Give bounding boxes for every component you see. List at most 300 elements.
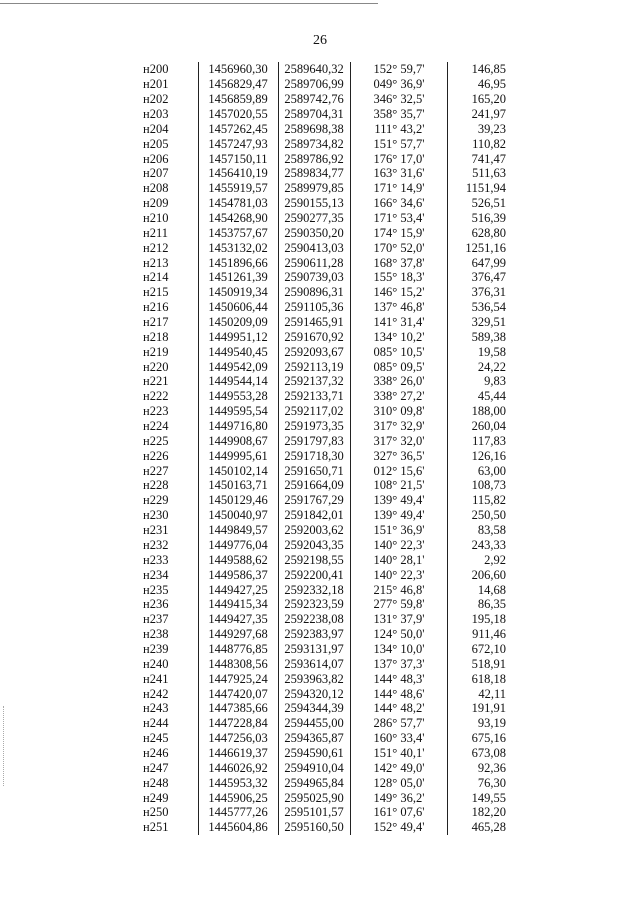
direction-angle-cell: 277° 59,8' (350, 597, 447, 612)
point-id-cell: н234 (143, 567, 169, 582)
y-coordinate-cell: 2594590,61 (278, 746, 350, 761)
table-row (117, 656, 522, 671)
table-row (117, 523, 522, 538)
distance-cell: 195,18 (447, 612, 522, 627)
table-row (117, 315, 522, 330)
header-rule (0, 3, 378, 4)
point-id-cell: н221 (143, 374, 169, 389)
distance-cell: 911,46 (447, 627, 522, 642)
direction-angle-cell: 131° 37,9' (350, 612, 447, 627)
direction-angle-cell: 137° 37,3' (350, 656, 447, 671)
point-id-cell: н215 (143, 285, 169, 300)
y-coordinate-cell: 2591842,01 (278, 508, 350, 523)
y-coordinate-cell: 2591718,30 (278, 448, 350, 463)
table-row (117, 552, 522, 567)
direction-angle-cell: 128° 05,0' (350, 775, 447, 790)
coordinates-table-body (117, 62, 522, 835)
distance-cell: 673,08 (447, 746, 522, 761)
x-coordinate-cell: 1447385,66 (198, 701, 278, 716)
x-coordinate-cell: 1457020,55 (198, 107, 278, 122)
direction-angle-cell: 139° 49,4' (350, 493, 447, 508)
direction-angle-cell: 317° 32,9' (350, 419, 447, 434)
point-id-cell: н240 (143, 656, 169, 671)
y-coordinate-cell: 2595025,90 (278, 790, 350, 805)
y-coordinate-cell: 2591973,35 (278, 419, 350, 434)
point-id-cell: н236 (143, 597, 169, 612)
table-row (117, 77, 522, 92)
direction-angle-cell: 111° 43,2' (350, 121, 447, 136)
x-coordinate-cell: 1450606,44 (198, 300, 278, 315)
y-coordinate-cell: 2592113,19 (278, 359, 350, 374)
table-row (117, 374, 522, 389)
point-id-cell: н235 (143, 582, 169, 597)
x-coordinate-cell: 1449586,37 (198, 567, 278, 582)
table-row (117, 211, 522, 226)
y-coordinate-cell: 2594365,87 (278, 731, 350, 746)
direction-angle-cell: 168° 37,8' (350, 255, 447, 270)
point-id-cell: н219 (143, 344, 169, 359)
y-coordinate-cell: 2593614,07 (278, 656, 350, 671)
point-id-cell: н229 (143, 493, 169, 508)
direction-angle-cell: 338° 27,2' (350, 389, 447, 404)
table-row (117, 448, 522, 463)
distance-cell: 241,97 (447, 107, 522, 122)
distance-cell: 250,50 (447, 508, 522, 523)
point-id-cell: н227 (143, 463, 169, 478)
table-row (117, 760, 522, 775)
distance-cell: 83,58 (447, 523, 522, 538)
x-coordinate-cell: 1454781,03 (198, 196, 278, 211)
table-row (117, 731, 522, 746)
point-id-cell: н249 (143, 790, 169, 805)
table-row (117, 433, 522, 448)
table-row (117, 538, 522, 553)
distance-cell: 243,33 (447, 538, 522, 553)
distance-cell: 329,51 (447, 315, 522, 330)
direction-angle-cell: 142° 49,0' (350, 760, 447, 775)
y-coordinate-cell: 2594910,04 (278, 760, 350, 775)
point-id-cell: н220 (143, 359, 169, 374)
table-row (117, 404, 522, 419)
table-row (117, 121, 522, 136)
x-coordinate-cell: 1447228,84 (198, 716, 278, 731)
y-coordinate-cell: 2592198,55 (278, 552, 350, 567)
y-coordinate-cell: 2589786,92 (278, 151, 350, 166)
distance-cell: 182,20 (447, 805, 522, 820)
margin-scan-marks (3, 706, 5, 786)
point-id-cell: н203 (143, 107, 169, 121)
point-id-cell: н202 (143, 92, 169, 107)
distance-cell: 115,82 (447, 493, 522, 508)
y-coordinate-cell: 2592323,59 (278, 597, 350, 612)
distance-cell: 376,47 (447, 270, 522, 285)
distance-cell: 86,35 (447, 597, 522, 612)
point-id-cell: н207 (143, 166, 169, 181)
direction-angle-cell: 346° 32,5' (350, 92, 447, 107)
x-coordinate-cell: 1456859,89 (198, 92, 278, 107)
direction-angle-cell: 170° 52,0' (350, 240, 447, 255)
x-coordinate-cell: 1449588,62 (198, 552, 278, 567)
y-coordinate-cell: 2592003,62 (278, 523, 350, 538)
point-id-cell: н222 (143, 389, 169, 404)
table-row (117, 775, 522, 790)
direction-angle-cell: 144° 48,2' (350, 701, 447, 716)
distance-cell: 618,18 (447, 671, 522, 686)
point-id-cell: н201 (143, 77, 169, 92)
point-id-cell: н233 (143, 552, 169, 567)
point-id-cell: н237 (143, 612, 169, 627)
x-coordinate-cell: 1456410,19 (198, 166, 278, 181)
x-coordinate-cell: 1449544,14 (198, 374, 278, 389)
x-coordinate-cell: 1450919,34 (198, 285, 278, 300)
x-coordinate-cell: 1447420,07 (198, 686, 278, 701)
y-coordinate-cell: 2590277,35 (278, 211, 350, 226)
y-coordinate-cell: 2593963,82 (278, 671, 350, 686)
distance-cell: 518,91 (447, 656, 522, 671)
direction-angle-cell: 174° 15,9' (350, 225, 447, 240)
y-coordinate-cell: 2591465,91 (278, 315, 350, 330)
x-coordinate-cell: 1453757,67 (198, 225, 278, 240)
direction-angle-cell: 124° 50,0' (350, 627, 447, 642)
direction-angle-cell: 134° 10,0' (350, 642, 447, 657)
direction-angle-cell: 215° 46,8' (350, 582, 447, 597)
point-id-cell: н212 (143, 240, 169, 255)
y-coordinate-cell: 2589979,85 (278, 181, 350, 196)
point-id-cell: н223 (143, 404, 169, 419)
point-id-cell: н213 (143, 255, 169, 270)
direction-angle-cell: 141° 31,4' (350, 315, 447, 330)
distance-cell: 19,58 (447, 344, 522, 359)
direction-angle-cell: 012° 15,6' (350, 463, 447, 478)
point-id-cell: н232 (143, 537, 169, 552)
y-coordinate-cell: 2589834,77 (278, 166, 350, 181)
point-id-cell: н204 (143, 121, 169, 136)
y-coordinate-cell: 2590413,03 (278, 240, 350, 255)
table-row (117, 419, 522, 434)
distance-cell: 92,36 (447, 760, 522, 775)
x-coordinate-cell: 1449427,35 (198, 612, 278, 627)
distance-cell: 2,92 (447, 552, 522, 567)
table-row (117, 62, 522, 77)
y-coordinate-cell: 2592238,08 (278, 612, 350, 627)
direction-angle-cell: 049° 36,9' (350, 77, 447, 92)
distance-cell: 465,28 (447, 820, 522, 835)
point-id-cell: н228 (143, 478, 169, 493)
distance-cell: 672,10 (447, 642, 522, 657)
direction-angle-cell: 144° 48,3' (350, 671, 447, 686)
table-row (117, 671, 522, 686)
y-coordinate-cell: 2591797,83 (278, 433, 350, 448)
point-id-cell: н239 (143, 641, 169, 656)
distance-cell: 536,54 (447, 300, 522, 315)
table-row (117, 196, 522, 211)
x-coordinate-cell: 1450209,09 (198, 315, 278, 330)
page-number: 26 (313, 33, 327, 48)
y-coordinate-cell: 2591105,36 (278, 300, 350, 315)
distance-cell: 741,47 (447, 151, 522, 166)
x-coordinate-cell: 1457247,93 (198, 136, 278, 151)
x-coordinate-cell: 1451261,39 (198, 270, 278, 285)
direction-angle-cell: 286° 57,7' (350, 716, 447, 731)
direction-angle-cell: 146° 15,2' (350, 285, 447, 300)
point-id-cell: н231 (143, 523, 169, 538)
table-row (117, 92, 522, 107)
y-coordinate-cell: 2591664,09 (278, 478, 350, 493)
table-row (117, 820, 522, 835)
direction-angle-cell: 144° 48,6' (350, 686, 447, 701)
table-row (117, 136, 522, 151)
point-id-cell: н214 (143, 270, 169, 285)
distance-cell: 42,11 (447, 686, 522, 701)
direction-angle-cell: 358° 35,7' (350, 107, 447, 122)
table-row (117, 240, 522, 255)
table-row (117, 181, 522, 196)
table-row (117, 344, 522, 359)
distance-cell: 260,04 (447, 419, 522, 434)
point-id-cell: н208 (143, 181, 169, 196)
x-coordinate-cell: 1449415,34 (198, 597, 278, 612)
direction-angle-cell: 176° 17,0' (350, 151, 447, 166)
distance-cell: 108,73 (447, 478, 522, 493)
x-coordinate-cell: 1449995,61 (198, 448, 278, 463)
x-coordinate-cell: 1448308,56 (198, 656, 278, 671)
y-coordinate-cell: 2592093,67 (278, 344, 350, 359)
x-coordinate-cell: 1449542,09 (198, 359, 278, 374)
y-coordinate-cell: 2591767,29 (278, 493, 350, 508)
y-coordinate-cell: 2589640,32 (278, 62, 350, 77)
y-coordinate-cell: 2589742,76 (278, 92, 350, 107)
table-row (117, 493, 522, 508)
distance-cell: 526,51 (447, 196, 522, 211)
direction-angle-cell: 160° 33,4' (350, 731, 447, 746)
direction-angle-cell: 152° 59,7' (350, 62, 447, 77)
point-id-cell: н243 (143, 701, 169, 716)
direction-angle-cell: 171° 14,9' (350, 181, 447, 196)
x-coordinate-cell: 1449540,45 (198, 344, 278, 359)
direction-angle-cell: 155° 18,3' (350, 270, 447, 285)
distance-cell: 1251,16 (447, 240, 522, 255)
direction-angle-cell: 327° 36,5' (350, 448, 447, 463)
y-coordinate-cell: 2589706,99 (278, 77, 350, 92)
x-coordinate-cell: 1449776,04 (198, 538, 278, 553)
x-coordinate-cell: 1456960,30 (198, 62, 278, 77)
point-id-cell: н218 (143, 329, 169, 344)
point-id-cell: н247 (143, 760, 169, 775)
y-coordinate-cell: 2595101,57 (278, 805, 350, 820)
y-coordinate-cell: 2589698,38 (278, 121, 350, 136)
distance-cell: 39,23 (447, 121, 522, 136)
table-row (117, 508, 522, 523)
x-coordinate-cell: 1445906,25 (198, 790, 278, 805)
table-row (117, 389, 522, 404)
table-row (117, 285, 522, 300)
distance-cell: 76,30 (447, 775, 522, 790)
x-coordinate-cell: 1449553,28 (198, 389, 278, 404)
x-coordinate-cell: 1449297,68 (198, 627, 278, 642)
distance-cell: 9,83 (447, 374, 522, 389)
point-id-cell: н224 (143, 419, 169, 434)
x-coordinate-cell: 1449427,25 (198, 582, 278, 597)
x-coordinate-cell: 1449951,12 (198, 329, 278, 344)
table-row (117, 107, 522, 122)
point-id-cell: н244 (143, 716, 169, 731)
table-row (117, 359, 522, 374)
x-coordinate-cell: 1455919,57 (198, 181, 278, 196)
direction-angle-cell: 134° 10,2' (350, 329, 447, 344)
distance-cell: 24,22 (447, 359, 522, 374)
y-coordinate-cell: 2594320,12 (278, 686, 350, 701)
x-coordinate-cell: 1457262,45 (198, 121, 278, 136)
point-id-cell: н216 (143, 300, 169, 315)
direction-angle-cell: 310° 09,8' (350, 404, 447, 419)
y-coordinate-cell: 2592332,18 (278, 582, 350, 597)
x-coordinate-cell: 1445953,32 (198, 775, 278, 790)
y-coordinate-cell: 2593131,97 (278, 642, 350, 657)
distance-cell: 149,55 (447, 790, 522, 805)
point-id-cell: н200 (143, 62, 169, 77)
point-id-cell: н210 (143, 211, 169, 226)
direction-angle-cell: 163° 31,6' (350, 166, 447, 181)
direction-angle-cell: 171° 53,4' (350, 211, 447, 226)
distance-cell: 45,44 (447, 389, 522, 404)
x-coordinate-cell: 1448776,85 (198, 642, 278, 657)
x-coordinate-cell: 1445777,26 (198, 805, 278, 820)
direction-angle-cell: 151° 57,7' (350, 136, 447, 151)
x-coordinate-cell: 1446619,37 (198, 746, 278, 761)
y-coordinate-cell: 2592043,35 (278, 538, 350, 553)
point-id-cell: н250 (143, 805, 169, 820)
y-coordinate-cell: 2592200,41 (278, 567, 350, 582)
table-row (117, 151, 522, 166)
table-row (117, 478, 522, 493)
point-id-cell: н209 (143, 196, 169, 211)
y-coordinate-cell: 2590611,28 (278, 255, 350, 270)
x-coordinate-cell: 1450102,14 (198, 463, 278, 478)
point-id-cell: н241 (143, 671, 169, 686)
table-row (117, 612, 522, 627)
distance-cell: 188,00 (447, 404, 522, 419)
x-coordinate-cell: 1449849,57 (198, 523, 278, 538)
distance-cell: 628,80 (447, 225, 522, 240)
y-coordinate-cell: 2595160,50 (278, 820, 350, 835)
y-coordinate-cell: 2591670,92 (278, 329, 350, 344)
point-id-cell: н242 (143, 686, 169, 701)
point-id-cell: н251 (143, 820, 169, 835)
x-coordinate-cell: 1454268,90 (198, 211, 278, 226)
x-coordinate-cell: 1450129,46 (198, 493, 278, 508)
direction-angle-cell: 161° 07,6' (350, 805, 447, 820)
distance-cell: 206,60 (447, 567, 522, 582)
y-coordinate-cell: 2590739,03 (278, 270, 350, 285)
x-coordinate-cell: 1447925,24 (198, 671, 278, 686)
point-id-cell: н226 (143, 448, 169, 463)
point-id-cell: н211 (143, 225, 168, 240)
x-coordinate-cell: 1451896,66 (198, 255, 278, 270)
table-row (117, 463, 522, 478)
x-coordinate-cell: 1446026,92 (198, 760, 278, 775)
table-row (117, 642, 522, 657)
y-coordinate-cell: 2592133,71 (278, 389, 350, 404)
table-row (117, 805, 522, 820)
x-coordinate-cell: 1445604,86 (198, 820, 278, 835)
table-row (117, 225, 522, 240)
distance-cell: 126,16 (447, 448, 522, 463)
table-row (117, 627, 522, 642)
table-row (117, 300, 522, 315)
point-id-cell: н217 (143, 315, 169, 330)
x-coordinate-cell: 1450040,97 (198, 508, 278, 523)
direction-angle-cell: 338° 26,0' (350, 374, 447, 389)
x-coordinate-cell: 1449716,80 (198, 419, 278, 434)
direction-angle-cell: 317° 32,0' (350, 433, 447, 448)
distance-cell: 46,95 (447, 77, 522, 92)
y-coordinate-cell: 2592117,02 (278, 404, 350, 419)
point-id-cell: н246 (143, 745, 169, 760)
x-coordinate-cell: 1447256,03 (198, 731, 278, 746)
point-id-cell: н248 (143, 775, 169, 790)
direction-angle-cell: 137° 46,8' (350, 300, 447, 315)
point-id-cell: н245 (143, 731, 169, 746)
table-row (117, 329, 522, 344)
x-coordinate-cell: 1449908,67 (198, 433, 278, 448)
y-coordinate-cell: 2589704,31 (278, 107, 350, 122)
y-coordinate-cell: 2589734,82 (278, 136, 350, 151)
point-id-cell: н230 (143, 508, 169, 523)
point-id-cell: н206 (143, 151, 169, 166)
x-coordinate-cell: 1453132,02 (198, 240, 278, 255)
direction-angle-cell: 151° 36,9' (350, 523, 447, 538)
table-row (117, 255, 522, 270)
distance-cell: 165,20 (447, 92, 522, 107)
distance-cell: 63,00 (447, 463, 522, 478)
distance-cell: 647,99 (447, 255, 522, 270)
distance-cell: 589,38 (447, 329, 522, 344)
distance-cell: 511,63 (447, 166, 522, 181)
direction-angle-cell: 152° 49,4' (350, 820, 447, 835)
y-coordinate-cell: 2592137,32 (278, 374, 350, 389)
direction-angle-cell: 140° 22,3' (350, 538, 447, 553)
coordinates-table (117, 62, 522, 835)
distance-cell: 516,39 (447, 211, 522, 226)
table-row (117, 270, 522, 285)
table-row (117, 597, 522, 612)
y-coordinate-cell: 2594344,39 (278, 701, 350, 716)
point-id-cell: н205 (143, 136, 169, 151)
y-coordinate-cell: 2592383,97 (278, 627, 350, 642)
table-row (117, 790, 522, 805)
distance-cell: 14,68 (447, 582, 522, 597)
direction-angle-cell: 085° 10,5' (350, 344, 447, 359)
table-row (117, 567, 522, 582)
table-row (117, 701, 522, 716)
x-coordinate-cell: 1456829,47 (198, 77, 278, 92)
x-coordinate-cell: 1449595,54 (198, 404, 278, 419)
table-row (117, 686, 522, 701)
direction-angle-cell: 166° 34,6' (350, 196, 447, 211)
direction-angle-cell: 140° 22,3' (350, 567, 447, 582)
direction-angle-cell: 139° 49,4' (350, 508, 447, 523)
direction-angle-cell: 085° 09,5' (350, 359, 447, 374)
y-coordinate-cell: 2594455,00 (278, 716, 350, 731)
x-coordinate-cell: 1457150,11 (198, 151, 278, 166)
y-coordinate-cell: 2594965,84 (278, 775, 350, 790)
table-row (117, 166, 522, 181)
table-row (117, 746, 522, 761)
point-id-cell: н238 (143, 627, 169, 642)
distance-cell: 191,91 (447, 701, 522, 716)
distance-cell: 93,19 (447, 716, 522, 731)
table-row (117, 716, 522, 731)
